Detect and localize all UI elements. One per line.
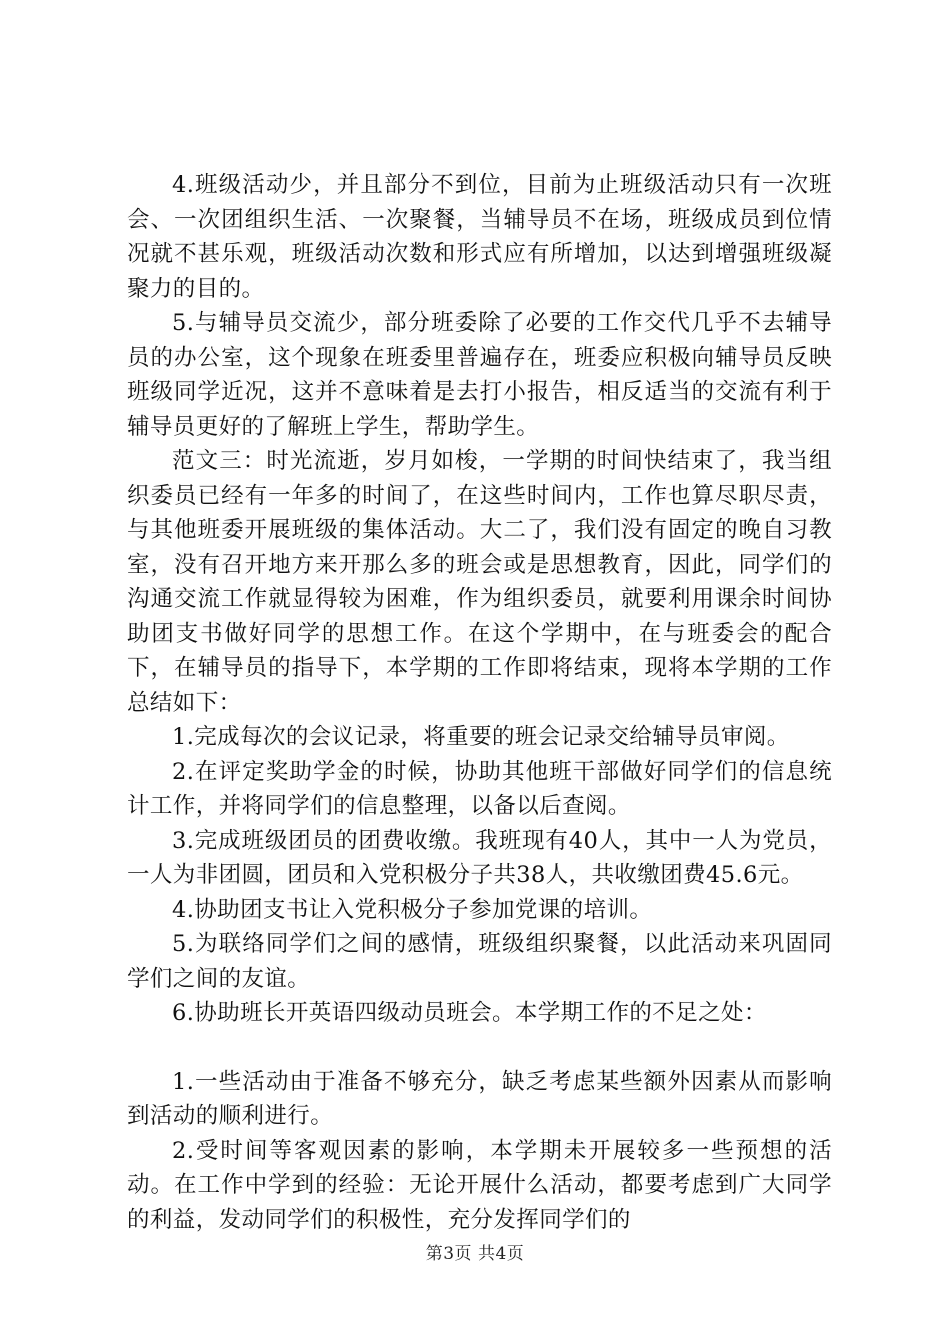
paragraph-item-5-counselor: 5.与辅导员交流少，部分班委除了必要的工作交代几乎不去辅导员的办公室，这个现象在班委里普遍存在，班委应积极向辅导员反映班级同学近况，这并不意味着是去打小报告，相反适当的交流有利于辅导员更好的了解班上学生，帮助学生。 xyxy=(127,310,832,440)
paragraph-item-3-fees: 3.完成班级团员的团费收缴。我班现有40人，其中一人为党员，一人为非团圆，团员和入党积极分子共38人，共收缴团费45.6元。 xyxy=(127,827,832,888)
paragraph-item-2-scholarship: 2.在评定奖助学金的时候，协助其他班干部做好同学们的信息统计工作，并将同学们的信息整理，以备以后查阅。 xyxy=(127,758,832,819)
paragraph-item-1-minutes: 1.完成每次的会议记录，将重要的班会记录交给辅导员审阅。 xyxy=(172,724,790,750)
paragraph-item-4-activities: 4.班级活动少，并且部分不到位，目前为止班级活动只有一次班会、一次团组织生活、一次聚餐，当辅导员不在场，班级成员到位情况就不甚乐观，班级活动次数和形式应有所增加，以达到增强班级凝聚力的目的。 xyxy=(127,172,832,302)
paragraph-shortcoming-2: 2.受时间等客观因素的影响，本学期未开展较多一些预想的活动。在工作中学到的经验：无论开展什么活动，都要考虑到广大同学的利益，发动同学们的积极性，充分发挥同学们的 xyxy=(127,1137,832,1233)
paragraph-item-4-party-course: 4.协助团支书让入党积极分子参加党课的培训。 xyxy=(172,896,653,923)
paragraph-item-6-cet4: 6.协助班长开英语四级动员班会。本学期工作的不足之处： xyxy=(172,1000,767,1026)
paragraph-shortcoming-1: 1.一些活动由于准备不够充分，缺乏考虑某些额外因素从而影响到活动的顺利进行。 xyxy=(127,1068,832,1129)
paragraph-item-5-dinner: 5.为联络同学们之间的感情，班级组织聚餐，以此活动来巩固同学们之间的友谊。 xyxy=(127,931,832,992)
document-body xyxy=(127,168,832,1237)
paragraph-sample-three: 范文三：时光流逝，岁月如梭，一学期的时间快结束了，我当组织委员已经有一年多的时间了，在这些时间内，工作也算尽职尽责，与其他班委开展班级的集体活动。大二了，我们没有固定的晚自习教室，没有召开地方来开那么多的班会或是思想教育，因此，同学们的沟通交流工作就显得较为困难，作为组织委员，就要利用课余时间协助团支书做好同学的思想工作。在这个学期中，在与班委会的配合下，在辅导员的指导下，本学期的工作即将结束，现将本学期的工作总结如下： xyxy=(127,448,832,716)
page-number-footer: 第3页 共4页 xyxy=(425,1244,525,1264)
